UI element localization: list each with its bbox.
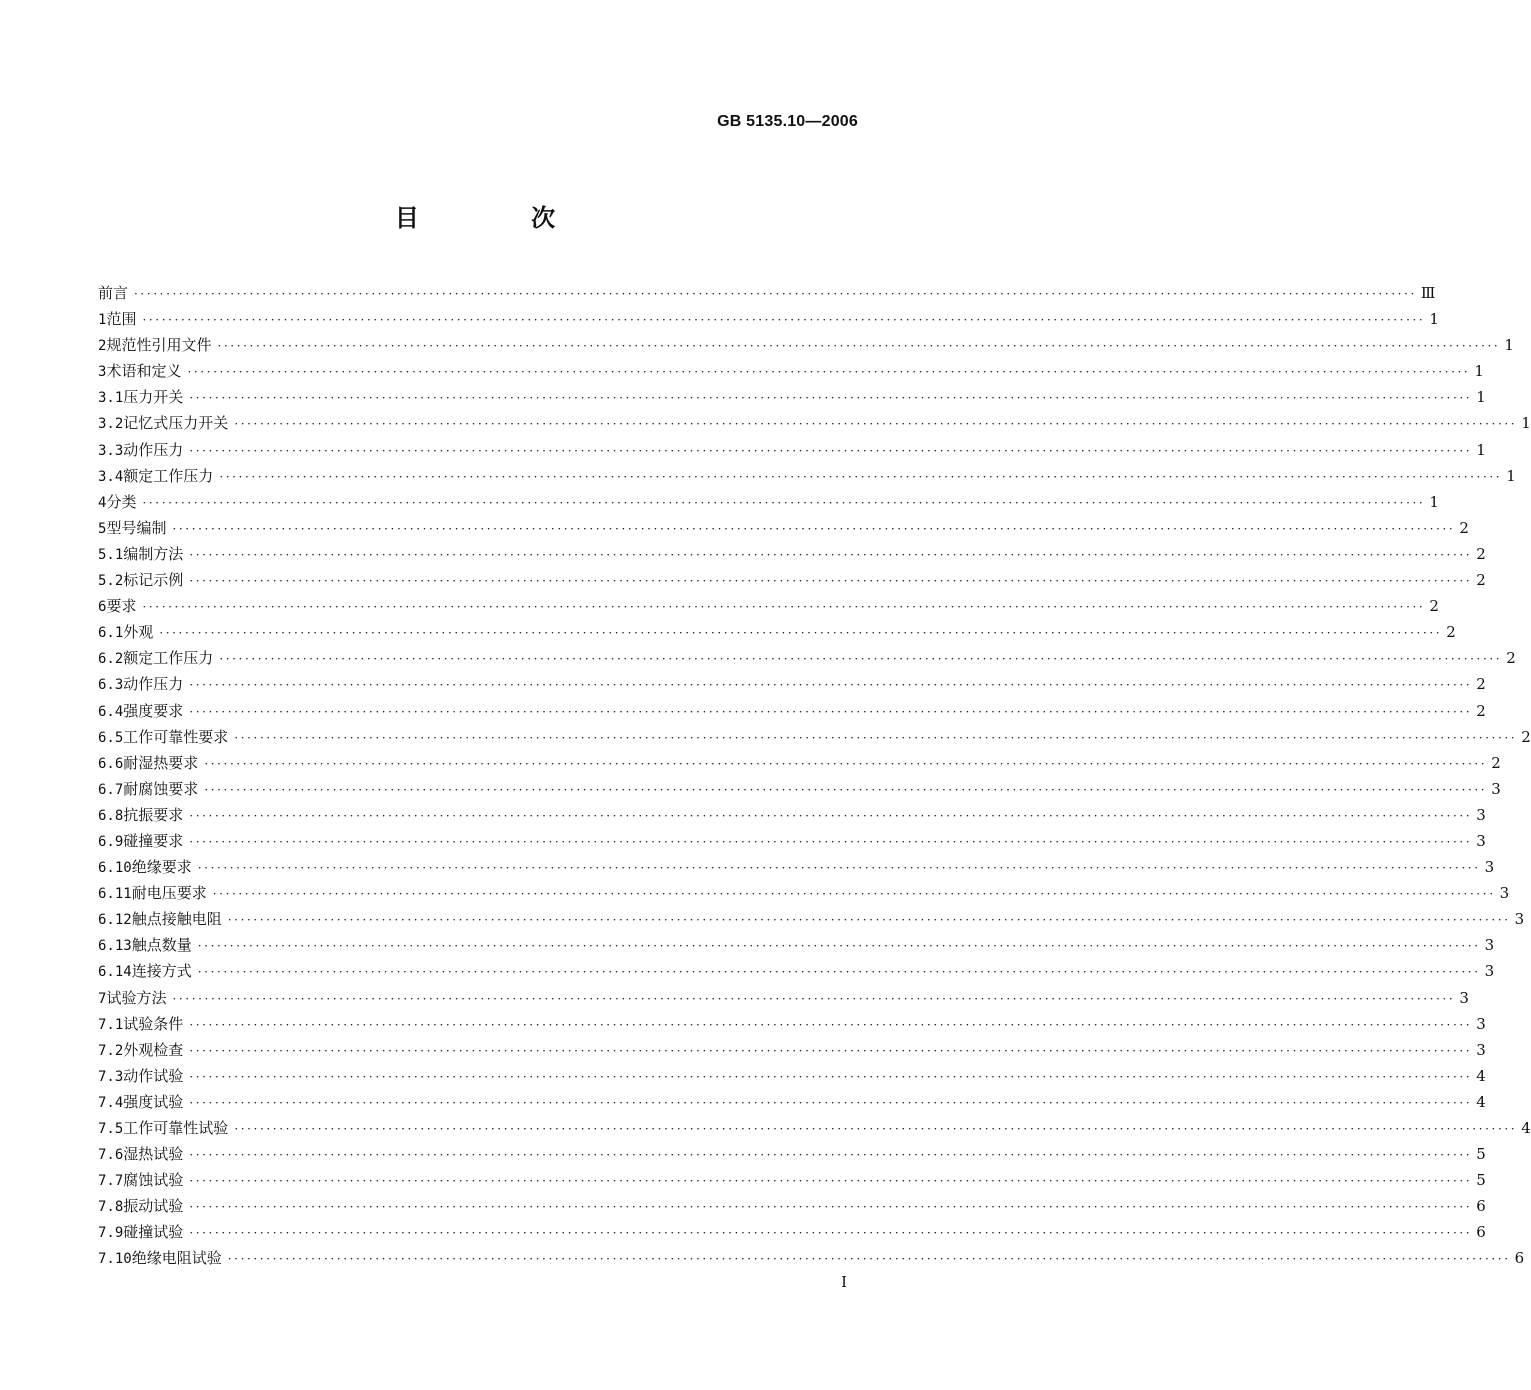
toc-entry-number: 7.3	[98, 1068, 124, 1085]
toc-dot-leader: ········································································································································································································	[142, 495, 1426, 510]
toc-entry[interactable]	[98, 541, 1486, 567]
toc-entry-page: 2	[1476, 544, 1486, 563]
toc-dot-leader: ········································································································································································································	[159, 626, 1443, 641]
toc-entry[interactable]	[98, 1193, 1486, 1219]
toc-entry-number: 2	[98, 338, 107, 355]
toc-entry-number: 6.14	[98, 964, 132, 981]
toc-entry-number: 7.7	[98, 1173, 124, 1190]
toc-entry-page: Ⅲ	[1420, 284, 1436, 302]
toc-dot-leader: ········································································································································································································	[197, 965, 1481, 980]
toc-entry-page: 1	[1474, 362, 1484, 381]
toc-dot-leader: ········································································································································································································	[189, 1043, 1473, 1058]
toc-entry[interactable]	[98, 698, 1486, 724]
toc-entry[interactable]	[98, 1011, 1486, 1037]
toc-entry-title: 压力开关	[123, 388, 184, 407]
toc-entry[interactable]	[98, 671, 1486, 697]
toc-dot-leader: ········································································································································································································	[142, 313, 1426, 328]
toc-entry[interactable]	[98, 828, 1486, 854]
toc-entry-title: 外观	[123, 623, 154, 642]
toc-entry[interactable]	[98, 854, 1495, 880]
toc-dot-leader: ········································································································································································································	[189, 391, 1473, 406]
toc-entry-page: 4	[1521, 1119, 1531, 1137]
toc-entry-number: 7.6	[98, 1147, 124, 1164]
toc-dot-leader: ········································································································································································································	[189, 1095, 1473, 1110]
toc-entry-page: 3	[1484, 936, 1495, 955]
toc-entry[interactable]	[98, 280, 1436, 306]
toc-entry[interactable]	[98, 384, 1486, 410]
toc-entry-title: 湿热试验	[123, 1145, 184, 1164]
toc-dot-leader: ········································································································································································································	[234, 1122, 1518, 1136]
toc-entry[interactable]	[98, 985, 1469, 1011]
toc-dot-leader: ········································································································································································································	[234, 417, 1518, 432]
toc-entry-number: 7.5	[98, 1121, 124, 1137]
table-of-contents	[98, 280, 1531, 1272]
toc-entry-title: 触点数量	[131, 936, 192, 955]
toc-dot-leader: ········································································································································································································	[189, 1017, 1473, 1032]
toc-entry-number: 6.11	[98, 886, 132, 903]
toc-entry-number: 7.1	[98, 1016, 124, 1033]
toc-entry-page: 1	[1504, 336, 1514, 355]
toc-entry-title: 碰撞试验	[123, 1223, 184, 1242]
toc-entry-page: 3	[1459, 988, 1469, 1007]
toc-entry-title: 外观检查	[123, 1040, 184, 1059]
toc-entry-page: 3	[1484, 858, 1495, 877]
toc-entry-title: 前言	[98, 284, 129, 302]
toc-entry-page: 5	[1476, 1145, 1486, 1164]
toc-entry[interactable]	[98, 1141, 1486, 1167]
toc-dot-leader: ········································································································································································································	[189, 678, 1473, 693]
toc-dot-leader: ········································································································································································································	[189, 808, 1473, 823]
toc-dot-leader: ········································································································································································································	[142, 600, 1426, 615]
toc-entry[interactable]	[98, 880, 1510, 906]
toc-entry-title: 绝缘要求	[131, 858, 192, 877]
toc-entry[interactable]	[98, 1037, 1486, 1063]
toc-entry-number: 6.8	[98, 807, 124, 824]
toc-entry-number: 6.1	[98, 625, 124, 642]
toc-dot-leader: ········································································································································································································	[204, 782, 1488, 797]
toc-entry-number: 7.4	[98, 1094, 124, 1111]
toc-entry-number: 3	[98, 364, 107, 381]
toc-entry-number: 6.12	[98, 912, 132, 929]
toc-entry[interactable]	[98, 1167, 1486, 1193]
toc-entry-page: 3	[1476, 831, 1486, 850]
toc-entry-title: 耐湿热要求	[123, 753, 199, 772]
toc-dot-leader: ········································································································································································································	[187, 365, 1471, 380]
toc-entry-title: 动作压力	[123, 440, 184, 459]
toc-entry[interactable]	[98, 489, 1439, 515]
toc-entry-page: 4	[1476, 1092, 1486, 1111]
toc-entry-page: 1	[1429, 492, 1439, 511]
toc-entry-title: 标记示例	[123, 571, 184, 590]
toc-entry[interactable]	[98, 724, 1531, 750]
toc-entry[interactable]	[98, 515, 1469, 541]
toc-entry[interactable]	[98, 776, 1501, 802]
toc-entry-title: 动作试验	[123, 1066, 184, 1085]
toc-dot-leader: ········································································································································································································	[227, 1252, 1511, 1267]
toc-entry-page: 2	[1429, 597, 1439, 616]
toc-entry-title: 强度要求	[123, 701, 184, 720]
toc-dot-leader: ········································································································································································································	[189, 574, 1473, 589]
toc-entry-page: 3	[1476, 1014, 1486, 1033]
toc-entry[interactable]	[98, 958, 1495, 984]
toc-entry[interactable]	[98, 1115, 1531, 1141]
toc-entry-page: 4	[1476, 1066, 1486, 1085]
toc-entry[interactable]	[98, 1245, 1525, 1271]
toc-entry[interactable]	[98, 593, 1439, 619]
toc-entry[interactable]	[98, 906, 1525, 932]
toc-entry-page: 6	[1476, 1223, 1486, 1242]
toc-entry-number: 6.3	[98, 677, 124, 694]
toc-entry-title: 规范性引用文件	[106, 336, 212, 355]
toc-entry-number: 6	[98, 599, 107, 616]
toc-entry-number: 6.4	[98, 703, 124, 720]
toc-dot-leader: ········································································································································································································	[189, 547, 1473, 562]
toc-entry[interactable]	[98, 358, 1484, 384]
toc-entry-title: 额定工作压力	[123, 466, 214, 485]
toc-dot-leader: ········································································································································································································	[189, 834, 1473, 849]
toc-entry-page: 2	[1506, 649, 1516, 668]
document-code: GB 5135.10—2006	[717, 113, 858, 130]
toc-dot-leader: ········································································································································································································	[212, 887, 1496, 902]
toc-entry-number: 7.2	[98, 1042, 124, 1059]
toc-entry-number: 6.7	[98, 781, 124, 798]
toc-dot-leader: ········································································································································································································	[219, 652, 1503, 667]
toc-entry[interactable]	[98, 1063, 1486, 1089]
toc-entry-title: 记忆式压力开关	[123, 414, 229, 433]
toc-entry-number: 5.1	[98, 546, 124, 563]
toc-entry-page: 2	[1476, 701, 1486, 720]
toc-entry-number: 3.3	[98, 442, 124, 459]
toc-entry[interactable]	[98, 437, 1486, 463]
toc-entry-title: 耐电压要求	[131, 884, 207, 903]
toc-entry-title: 术语和定义	[106, 362, 182, 381]
toc-entry[interactable]	[98, 410, 1531, 436]
toc-entry-page: 3	[1491, 779, 1501, 798]
toc-entry[interactable]	[98, 645, 1516, 671]
toc-entry-page: 3	[1499, 884, 1510, 903]
toc-entry-title: 试验条件	[123, 1014, 184, 1033]
toc-entry-number: 7	[98, 990, 107, 1007]
toc-dot-leader: ········································································································································································································	[189, 704, 1473, 719]
toc-entry-page: 2	[1446, 623, 1456, 642]
toc-entry-number: 3.1	[98, 390, 124, 407]
toc-entry-number: 6.2	[98, 651, 124, 668]
toc-entry[interactable]	[98, 463, 1516, 489]
toc-entry-title: 触点接触电阻	[131, 910, 222, 929]
toc-entry-page: 5	[1476, 1171, 1486, 1190]
toc-entry-title: 动作压力	[123, 675, 184, 694]
page-title: 目 次	[394, 204, 608, 232]
toc-entry-title: 范围	[106, 310, 137, 329]
toc-entry[interactable]	[98, 567, 1486, 593]
toc-entry[interactable]	[98, 932, 1495, 958]
toc-entry-page: 3	[1476, 805, 1486, 824]
toc-entry-number: 7.9	[98, 1225, 124, 1242]
toc-entry-page: 1	[1506, 466, 1516, 485]
toc-entry-number: 6.10	[98, 860, 132, 877]
toc-entry-page: 2	[1491, 753, 1501, 772]
toc-entry-number: 4	[98, 494, 107, 511]
toc-dot-leader: ········································································································································································································	[197, 861, 1481, 876]
toc-dot-leader: ········································································································································································································	[134, 287, 1417, 301]
toc-entry-title: 绝缘电阻试验	[131, 1249, 222, 1268]
toc-dot-leader: ········································································································································································································	[172, 991, 1456, 1006]
toc-entry-page: 1	[1521, 414, 1531, 433]
toc-entry-title: 工作可靠性要求	[123, 727, 229, 746]
toc-entry-number: 5.2	[98, 573, 124, 590]
toc-entry-title: 编制方法	[123, 544, 184, 563]
toc-dot-leader: ········································································································································································································	[172, 521, 1456, 536]
toc-entry-title: 振动试验	[123, 1197, 184, 1216]
toc-entry-page: 3	[1476, 1040, 1486, 1059]
toc-entry-number: 7.10	[98, 1251, 132, 1268]
toc-entry-title: 要求	[106, 597, 137, 616]
toc-entry[interactable]	[98, 619, 1456, 645]
toc-entry-page: 3	[1514, 910, 1525, 929]
toc-entry-number: 1	[98, 312, 107, 329]
page-number: I	[841, 1273, 847, 1291]
toc-entry-title: 试验方法	[106, 988, 167, 1007]
toc-dot-leader: ········································································································································································································	[189, 443, 1473, 458]
toc-dot-leader: ········································································································································································································	[234, 730, 1518, 745]
toc-entry-page: 6	[1514, 1249, 1525, 1268]
toc-dot-leader: ········································································································································································································	[189, 1200, 1473, 1215]
toc-entry-title: 工作可靠性试验	[123, 1119, 229, 1137]
toc-entry-title: 腐蚀试验	[123, 1171, 184, 1190]
toc-entry-number: 3.2	[98, 416, 124, 433]
toc-entry-page: 1	[1476, 388, 1486, 407]
toc-entry-title: 分类	[106, 492, 137, 511]
toc-entry-number: 6.13	[98, 938, 132, 955]
toc-entry[interactable]	[98, 1219, 1486, 1245]
toc-entry[interactable]	[98, 306, 1439, 332]
toc-dot-leader: ········································································································································································································	[219, 469, 1503, 484]
toc-entry-page: 2	[1521, 727, 1531, 746]
toc-entry[interactable]	[98, 332, 1514, 358]
toc-entry-page: 3	[1484, 962, 1495, 981]
toc-entry-page: 2	[1476, 571, 1486, 590]
toc-entry-number: 6.9	[98, 833, 124, 850]
toc-entry-number: 3.4	[98, 468, 124, 485]
toc-dot-leader: ········································································································································································································	[189, 1226, 1473, 1241]
toc-dot-leader: ········································································································································································································	[197, 939, 1481, 954]
toc-dot-leader: ········································································································································································································	[204, 756, 1488, 771]
toc-entry-title: 耐腐蚀要求	[123, 779, 199, 798]
toc-entry-number: 7.8	[98, 1199, 124, 1216]
toc-entry-page: 1	[1429, 310, 1439, 329]
toc-entry-title: 型号编制	[106, 518, 167, 537]
toc-entry-number: 6.6	[98, 755, 124, 772]
toc-entry-title: 碰撞要求	[123, 831, 184, 850]
toc-entry[interactable]	[98, 802, 1486, 828]
toc-dot-leader: ········································································································································································································	[189, 1069, 1473, 1084]
toc-entry-page: 2	[1476, 675, 1486, 694]
toc-entry-number: 5	[98, 520, 107, 537]
toc-entry-page: 6	[1476, 1197, 1486, 1216]
toc-dot-leader: ········································································································································································································	[189, 1148, 1473, 1163]
toc-dot-leader: ········································································································································································································	[189, 1174, 1473, 1189]
toc-entry-number: 6.5	[98, 729, 124, 746]
toc-dot-leader: ········································································································································································································	[227, 913, 1511, 928]
toc-entry-title: 抗振要求	[123, 805, 184, 824]
toc-entry[interactable]	[98, 1089, 1486, 1115]
toc-entry-page: 1	[1476, 440, 1486, 459]
toc-entry-title: 强度试验	[123, 1092, 184, 1111]
toc-entry-page: 2	[1459, 518, 1469, 537]
toc-dot-leader: ········································································································································································································	[217, 339, 1501, 354]
toc-entry-title: 额定工作压力	[123, 649, 214, 668]
toc-entry[interactable]	[98, 750, 1501, 776]
toc-entry-title: 连接方式	[131, 962, 192, 981]
